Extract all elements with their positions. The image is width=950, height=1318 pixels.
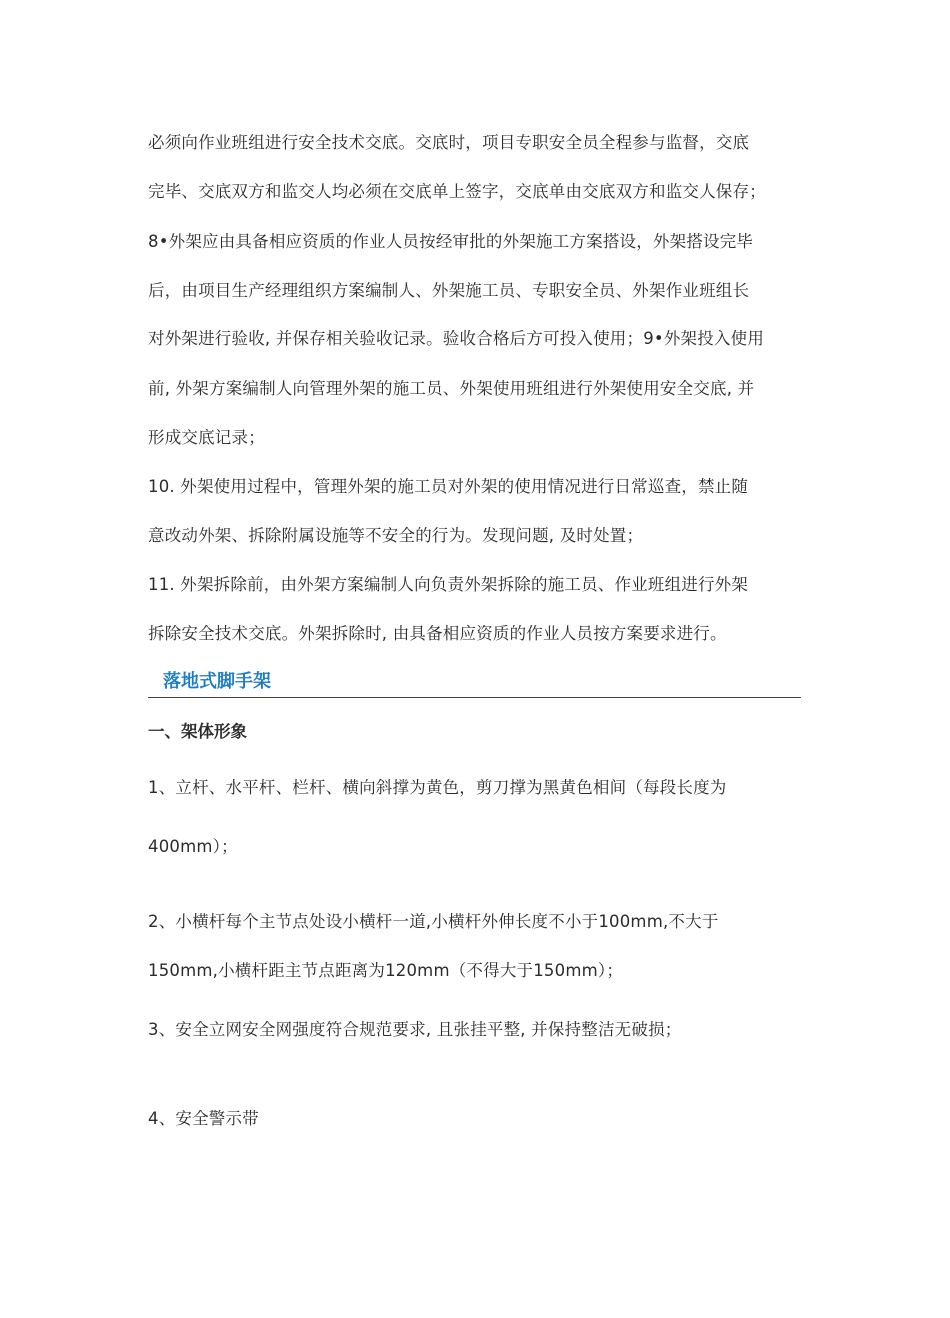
list-item: 4、安全警示带 <box>148 1109 259 1128</box>
paragraph-line: 必须向作业班组进行安全技术交底。交底时，项目专职安全员全程参与监督，交底 <box>148 133 750 152</box>
paragraph-line: 完毕、交底双方和监交人均必须在交底单上签字，交底单由交底双方和监交人保存； <box>148 182 766 201</box>
paragraph-line: 前, 外架方案编制人向管理外架的施工员、外架使用班组进行外架使用安全交底, 并 <box>148 379 755 398</box>
list-item: 2、小横杆每个主节点处设小横杆一道,小横杆外伸长度不小于100mm,不大于 <box>148 912 719 931</box>
paragraph-line: 意改动外架、拆除附属设施等不安全的行为。发现问题, 及时处置； <box>148 526 644 545</box>
list-item: 1、立杆、水平杆、栏杆、横向斜撑为黄色，剪刀撑为黑黄色相间（每段长度为 <box>148 778 727 797</box>
paragraph-line: 10. 外架使用过程中，管理外架的施工员对外架的使用情况进行日常巡查，禁止随 <box>148 477 749 496</box>
section-heading: 落地式脚手架 <box>163 671 271 692</box>
list-item: 3、安全立网安全网强度符合规范要求, 且张挂平整, 并保持整洁无破损； <box>148 1020 682 1039</box>
list-item: 400mm）； <box>148 837 238 856</box>
section-subheading: 一、架体形象 <box>148 722 247 741</box>
paragraph-line: 对外架进行验收, 并保存相关验收记录。验收合格后方可投入使用；9•外架投入使用 <box>148 329 765 348</box>
heading-divider <box>148 697 801 698</box>
paragraph-line: 11. 外架拆除前，由外架方案编制人向负责外架拆除的施工员、作业班组进行外架 <box>148 575 749 594</box>
paragraph-line: 拆除安全技术交底。外架拆除时, 由具备相应资质的作业人员按方案要求进行。 <box>148 624 727 643</box>
list-item: 150mm,小横杆距主节点距离为120mm（不得大于150mm）； <box>148 961 624 980</box>
paragraph-line: 后，由项目生产经理组织方案编制人、外架施工员、专职安全员、外架作业班组长 <box>148 281 750 300</box>
paragraph-line: 形成交底记录； <box>148 428 265 447</box>
paragraph-line: 8•外架应由具备相应资质的作业人员按经审批的外架施工方案搭设，外架搭设完毕 <box>148 232 754 251</box>
